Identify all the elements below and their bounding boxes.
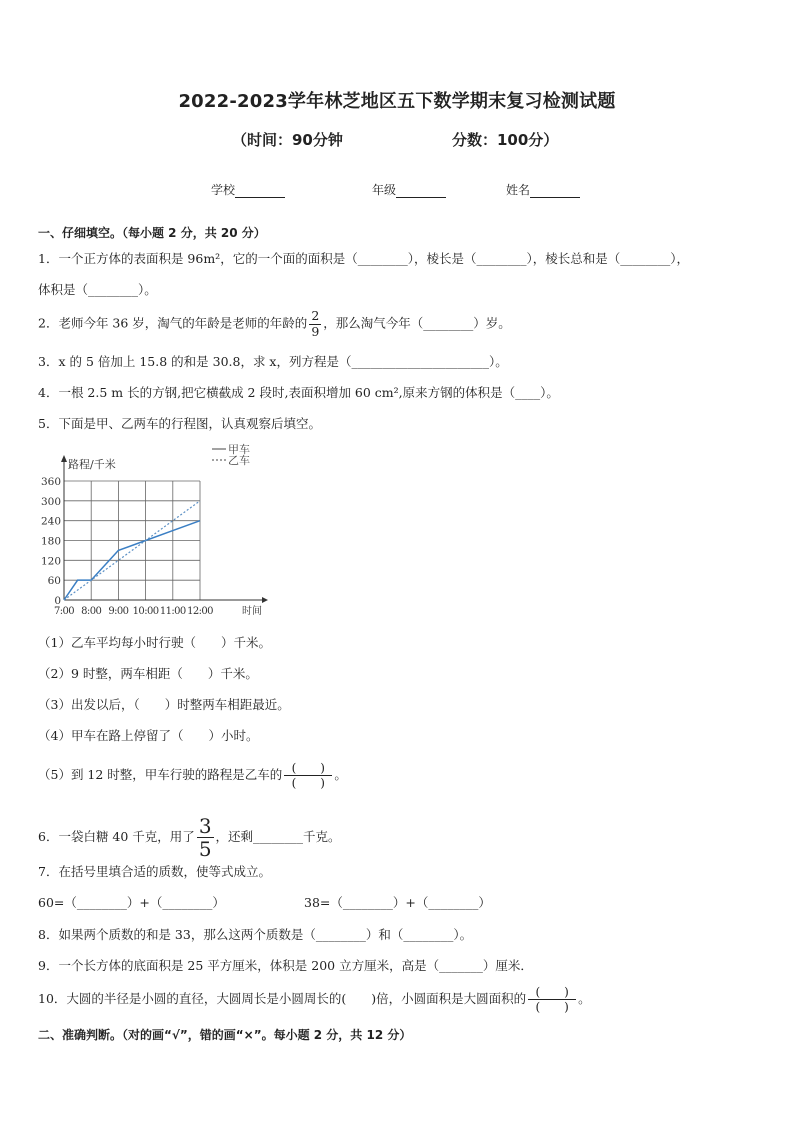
q10-text-end: 。 — [578, 991, 591, 1006]
x-tick-label: 11:00 — [159, 606, 186, 617]
chart-lines — [64, 501, 200, 600]
school-label: 学校 — [211, 183, 236, 197]
y-axis-arrow — [61, 455, 67, 462]
question-7: 7．在括号里填合适的质数，使等式成立。 — [38, 864, 271, 879]
section-2-heading: 二、准确判断。（对的画“√”，错的画“×”。每小题 2 分，共 12 分） — [38, 1028, 412, 1042]
q10-denominator[interactable]: ( ) — [535, 1000, 569, 1014]
x-axis-label: 时间 — [242, 606, 262, 617]
question-5: 5．下面是甲、乙两车的行程图，认真观察后填空。 — [38, 416, 321, 431]
grade-blank[interactable] — [396, 184, 446, 198]
section-1-heading: 一、仔细填空。（每小题 2 分，共 20 分） — [38, 226, 266, 240]
y-tick-label: 360 — [40, 476, 61, 488]
q5-5-text: （5）到 12 时整，甲车行驶的路程是乙车的 — [38, 767, 283, 782]
question-5-2: （2）9 时整，两车相距（ ）千米。 — [38, 666, 258, 681]
q2-denominator: 9 — [311, 323, 320, 339]
q10-text: 10．大圆的半径是小圆的直径，大圆周长是小圆周长的( )倍，小圆面积是大圆面积的 — [38, 991, 527, 1006]
y-tick-label: 240 — [40, 515, 61, 528]
legend-label-2: 乙车 — [228, 454, 250, 467]
q6-numerator: 3 — [198, 814, 212, 838]
x-tick-label: 9:00 — [108, 606, 129, 617]
x-tick-label: 8:00 — [81, 606, 102, 617]
x-tick-label: 12:00 — [187, 606, 213, 617]
y-tick-label: 120 — [40, 555, 61, 568]
q2-numerator: 2 — [311, 308, 320, 323]
travel-chart — [30, 440, 290, 620]
y-axis-label: 路程/千米 — [68, 458, 116, 471]
q2-fraction — [309, 310, 321, 338]
q6-fraction — [197, 816, 214, 859]
q10-fraction[interactable] — [528, 986, 576, 1013]
q5-5-fraction[interactable] — [284, 762, 332, 789]
question-5-4: （4）甲车在路上停留了（ ）小时。 — [38, 728, 259, 743]
chart-axes — [61, 455, 268, 603]
q5-5-denominator[interactable]: ( ) — [291, 776, 325, 790]
exam-score: 分数：100分） — [452, 131, 559, 149]
y-tick-label: 0 — [54, 595, 61, 607]
question-7-b: 38=（________）+（________） — [304, 895, 491, 910]
x-tick-label: 10:00 — [132, 606, 159, 617]
question-3: 3．x 的 5 倍加上 15.8 的和是 30.8，求 x，列方程是（______________________）。 — [38, 354, 508, 369]
y-tick-label: 300 — [40, 495, 61, 508]
question-8: 8．如果两个质数的和是 33，那么这两个质数是（________）和（________）。 — [38, 927, 473, 942]
legend-label-1: 甲车 — [228, 443, 250, 456]
y-tick-label: 60 — [47, 575, 61, 588]
exam-time: （时间：90分钟 — [232, 131, 343, 149]
q5-5-numerator[interactable]: ( ) — [284, 762, 332, 776]
q2-text-end: ，那么淘气今年（________）岁。 — [323, 315, 511, 331]
y-tick-label: 180 — [40, 535, 61, 548]
school-blank[interactable] — [235, 184, 285, 198]
question-1-line-1: 1．一个正方体的表面积是 96m²，它的一个面的面积是（________），棱长是（________），棱长总和是（________）， — [38, 251, 689, 266]
question-9: 9．一个长方体的底面积是 25 平方厘米，体积是 200 立方厘米，高是（_______）厘米． — [38, 958, 533, 973]
name-field[interactable] — [506, 181, 580, 198]
page-title: 2022-2023学年林芝地区五下数学期末复习检测试题 — [178, 91, 616, 112]
name-blank[interactable] — [530, 184, 580, 198]
question-5-1: （1）乙车平均每小时行驶（ ）千米。 — [38, 635, 271, 650]
q5-5-text-end: 。 — [334, 767, 347, 782]
chart-grid — [64, 481, 200, 600]
q10-numerator[interactable]: ( ) — [528, 986, 576, 1000]
grade-field[interactable] — [372, 181, 446, 198]
question-7-a: 60=（________）+（________） — [38, 895, 225, 910]
q6-text-end: ，还剩________千克。 — [215, 829, 341, 844]
series-line-2 — [64, 501, 200, 600]
chart-legend — [212, 443, 250, 467]
grade-label: 年级 — [372, 183, 397, 197]
x-tick-label: 7:00 — [53, 606, 75, 617]
name-label: 姓名 — [506, 183, 531, 197]
q6-text: 6．一袋白糖 40 千克，用了 — [38, 829, 195, 844]
school-field[interactable] — [211, 181, 285, 198]
question-5-5 — [38, 762, 347, 789]
question-4: 4．一根 2.5 m 长的方钢,把它横截成 2 段时,表面积增加 60 cm²,原来方钢的体积是（____）。 — [38, 385, 559, 400]
question-10 — [38, 986, 591, 1013]
x-axis-arrow — [262, 597, 268, 603]
question-1-line-2: 体积是（________）。 — [38, 282, 157, 297]
question-5-3: （3）出发以后，（ ）时整两车相距最近。 — [38, 697, 290, 712]
q6-denominator: 5 — [198, 837, 212, 861]
question-6 — [38, 816, 341, 859]
q2-text: 2．老师今年 36 岁，淘气的年龄是老师的年龄的 — [38, 315, 308, 331]
question-2 — [38, 310, 511, 338]
